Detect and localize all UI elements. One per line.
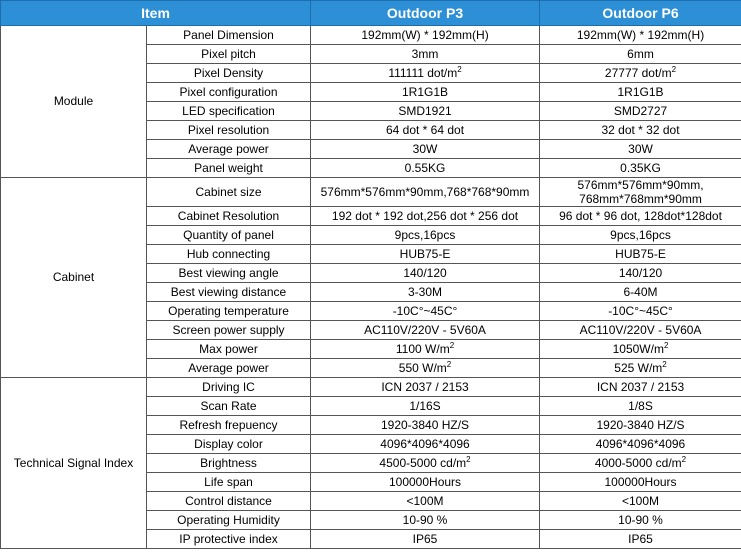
- value-p6-text: 192mm(W) * 192mm(H): [576, 28, 705, 42]
- value-p6: [540, 102, 741, 121]
- row-label: [147, 245, 311, 264]
- value-p3-text: 4500-5000 cd/m: [379, 456, 467, 470]
- row-label: [147, 283, 311, 302]
- row-label: [147, 340, 311, 359]
- value-p3: [311, 416, 540, 435]
- value-p3: [311, 140, 540, 159]
- header-p3: Outdoor P3: [311, 1, 540, 26]
- value-p6: [540, 530, 741, 549]
- row-label: [147, 207, 311, 226]
- row-label: [147, 302, 311, 321]
- row-label-text: Display color: [194, 437, 263, 451]
- value-p3: [311, 492, 540, 511]
- row-label-text: Control distance: [185, 494, 272, 508]
- superscript: 2: [449, 341, 455, 350]
- value-p3-text: 1R1G1B: [402, 85, 449, 99]
- row-label-text: Cabinet Resolution: [177, 209, 280, 223]
- value-p3-text: 576mm*576mm*90mm,768*768*90mm: [320, 185, 530, 199]
- row-label-text: Hub connecting: [186, 247, 271, 261]
- row-label: [147, 321, 311, 340]
- value-p3-text: -10C°~45C°: [392, 304, 458, 318]
- value-p3-text: 3-30M: [408, 285, 443, 299]
- value-p3: [311, 340, 540, 359]
- value-p3: [311, 378, 540, 397]
- row-label-text: Quantity of panel: [183, 228, 274, 242]
- row-label: [147, 159, 311, 178]
- value-p3: [311, 26, 540, 45]
- table-row: [1, 378, 741, 397]
- header-item: Item: [1, 1, 311, 26]
- value-p3: [311, 159, 540, 178]
- value-p6-text: 525 W/m: [614, 361, 663, 375]
- value-p6: [540, 283, 741, 302]
- value-p6-text: 576mm*576mm*90mm, 768mm*768mm*90mm: [577, 178, 704, 206]
- row-label: [147, 492, 311, 511]
- row-label: [147, 83, 311, 102]
- value-p3: [311, 359, 540, 378]
- value-p6: [540, 511, 741, 530]
- superscript: 2: [446, 360, 452, 369]
- value-p6-text: 140/120: [618, 266, 663, 280]
- value-p6: [540, 226, 741, 245]
- value-p6-text: 1920-3840 HZ/S: [596, 418, 685, 432]
- value-p6-text: 6mm: [627, 47, 654, 61]
- value-p3-text: 1920-3840 HZ/S: [380, 418, 470, 432]
- value-p6-text: 10-90 %: [618, 513, 663, 527]
- value-p3-text: 550 W/m: [398, 361, 447, 375]
- value-p6-text: 1/8S: [628, 399, 653, 413]
- value-p3: [311, 321, 540, 340]
- row-label: [147, 102, 311, 121]
- value-p6-text: IP65: [628, 532, 653, 546]
- value-p6: [540, 397, 741, 416]
- row-label: [147, 64, 311, 83]
- value-p3-text: 4096*4096*4096: [380, 437, 470, 451]
- value-p6-text: 30W: [628, 142, 653, 156]
- row-label: [147, 397, 311, 416]
- value-p3-text: 30W: [412, 142, 438, 156]
- value-p6-text: HUB75-E: [615, 247, 666, 261]
- value-p3-text: 140/120: [403, 266, 447, 280]
- value-p6-text: 6-40M: [623, 285, 658, 299]
- value-p3-text: 111111 dot/m: [388, 66, 458, 80]
- superscript: 2: [681, 455, 687, 464]
- row-label: [147, 45, 311, 64]
- row-label: [147, 530, 311, 549]
- value-p3-text: 100000Hours: [388, 475, 462, 489]
- value-p6: [540, 207, 741, 226]
- row-label: [147, 435, 311, 454]
- value-p3-text: <100M: [406, 494, 444, 508]
- row-label-text: Operating Humidity: [177, 513, 280, 527]
- row-label-text: Refresh frepuency: [179, 418, 278, 432]
- value-p3: [311, 283, 540, 302]
- value-p6: [540, 435, 741, 454]
- row-label: [147, 378, 311, 397]
- row-label: [147, 454, 311, 473]
- row-label-text: Average power: [188, 142, 269, 156]
- row-label-text: Average power: [188, 361, 269, 375]
- value-p3: [311, 245, 540, 264]
- value-p3: [311, 435, 540, 454]
- value-p3-text: AC110V/220V - 5V60A: [364, 323, 486, 337]
- superscript: 2: [663, 341, 669, 350]
- value-p3-text: 0.55KG: [404, 161, 446, 175]
- value-p3: [311, 454, 540, 473]
- superscript: 2: [457, 65, 462, 74]
- value-p3: [311, 64, 540, 83]
- value-p6: [540, 492, 741, 511]
- value-p3-text: ICN 2037 / 2153: [381, 380, 469, 394]
- row-label-text: Pixel resolution: [187, 123, 270, 137]
- value-p6: [540, 245, 741, 264]
- group-label: Cabinet: [1, 178, 147, 378]
- value-p6-text: 4096*4096*4096: [595, 437, 686, 451]
- value-p3-text: 192 dot * 192 dot,256 dot * 256 dot: [331, 209, 519, 223]
- value-p3-text: 9pcs,16pcs: [394, 228, 456, 242]
- value-p3: [311, 473, 540, 492]
- value-p3: [311, 397, 540, 416]
- table-row: [1, 178, 741, 207]
- value-p6: [540, 26, 741, 45]
- value-p3-text: 1100 W/m: [395, 342, 450, 356]
- value-p6: [540, 121, 741, 140]
- value-p3-text: HUB75-E: [399, 247, 451, 261]
- header-row: [1, 1, 741, 26]
- value-p6-text: 100000Hours: [604, 475, 677, 489]
- value-p3: [311, 226, 540, 245]
- row-label-text: Cabinet size: [195, 185, 262, 199]
- value-p3-text: 192mm(W) * 192mm(H): [361, 28, 489, 42]
- value-p6-text: 0.35KG: [620, 161, 661, 175]
- spec-body: [1, 26, 741, 549]
- value-p6-text: -10C°~45C°: [608, 304, 673, 318]
- value-p3: [311, 121, 540, 140]
- row-label: [147, 359, 311, 378]
- value-p6: [540, 178, 741, 207]
- row-label-text: Pixel pitch: [201, 47, 256, 61]
- row-label: [147, 416, 311, 435]
- value-p6: [540, 64, 741, 83]
- row-label-text: Best viewing angle: [178, 266, 279, 280]
- row-label-text: LED specification: [182, 104, 275, 118]
- value-p6-text: 32 dot * 32 dot: [601, 123, 680, 137]
- value-p3: [311, 264, 540, 283]
- row-label-text: Scan Rate: [200, 399, 257, 413]
- row-label-text: Pixel configuration: [179, 85, 278, 99]
- value-p3: [311, 178, 540, 207]
- row-label-text: Panel Dimension: [183, 28, 274, 42]
- value-p3-text: SMD1921: [398, 104, 452, 118]
- value-p3: [311, 45, 540, 64]
- value-p3-text: IP65: [412, 532, 438, 546]
- value-p6: [540, 473, 741, 492]
- row-label: [147, 226, 311, 245]
- superscript: 2: [466, 455, 471, 464]
- value-p6: [540, 159, 741, 178]
- value-p6-text: 96 dot * 96 dot, 128dot*128dot: [559, 209, 722, 223]
- superscript: 2: [671, 65, 677, 74]
- value-p6: [540, 264, 741, 283]
- value-p6: [540, 359, 741, 378]
- row-label-text: Screen power supply: [172, 323, 285, 337]
- value-p3-text: 64 dot * 64 dot: [385, 123, 465, 137]
- value-p6-text: 9pcs,16pcs: [610, 228, 671, 242]
- value-p6-text: 27777 dot/m: [604, 66, 672, 80]
- group-label: Technical Signal Index: [1, 378, 147, 549]
- row-label: [147, 511, 311, 530]
- table-row: [1, 26, 741, 45]
- value-p6: [540, 454, 741, 473]
- value-p6: [540, 321, 741, 340]
- value-p3-text: 3mm: [411, 47, 439, 61]
- value-p6: [540, 378, 741, 397]
- value-p6: [540, 416, 741, 435]
- row-label-text: Driving IC: [202, 380, 255, 394]
- row-label-text: Max power: [199, 342, 258, 356]
- value-p3-text: 10-90 %: [402, 513, 448, 527]
- value-p6-text: 4000-5000 cd/m: [594, 456, 682, 470]
- value-p6-text: <100M: [622, 494, 660, 508]
- value-p6: [540, 45, 741, 64]
- row-label: [147, 264, 311, 283]
- value-p3: [311, 207, 540, 226]
- value-p3: [311, 302, 540, 321]
- row-label-text: IP protective index: [179, 532, 278, 546]
- header-p6: Outdoor P6: [540, 1, 741, 26]
- row-label-text: Pixel Density: [193, 66, 264, 80]
- value-p3: [311, 102, 540, 121]
- value-p6-text: SMD2727: [613, 104, 668, 118]
- row-label-text: Panel weight: [194, 161, 263, 175]
- value-p3-text: 1/16S: [409, 399, 441, 413]
- value-p6: [540, 302, 741, 321]
- row-label: [147, 140, 311, 159]
- value-p3: [311, 530, 540, 549]
- value-p6: [540, 83, 741, 102]
- value-p6-text: ICN 2037 / 2153: [596, 380, 685, 394]
- row-label-text: Brightness: [200, 456, 257, 470]
- row-label-text: Operating temperature: [168, 304, 289, 318]
- row-label-text: Life span: [204, 475, 253, 489]
- value-p6-text: 1R1G1B: [617, 85, 664, 99]
- group-label: Module: [1, 26, 147, 178]
- value-p6: [540, 140, 741, 159]
- row-label-text: Best viewing distance: [170, 285, 287, 299]
- row-label: [147, 473, 311, 492]
- row-label: [147, 178, 311, 207]
- value-p6-text: AC110V/220V - 5V60A: [579, 323, 702, 337]
- value-p6: [540, 340, 741, 359]
- value-p6-text: 1050W/m: [612, 342, 664, 356]
- value-p3: [311, 511, 540, 530]
- superscript: 2: [662, 360, 667, 369]
- row-label: [147, 26, 311, 45]
- value-p3: [311, 83, 540, 102]
- row-label: [147, 121, 311, 140]
